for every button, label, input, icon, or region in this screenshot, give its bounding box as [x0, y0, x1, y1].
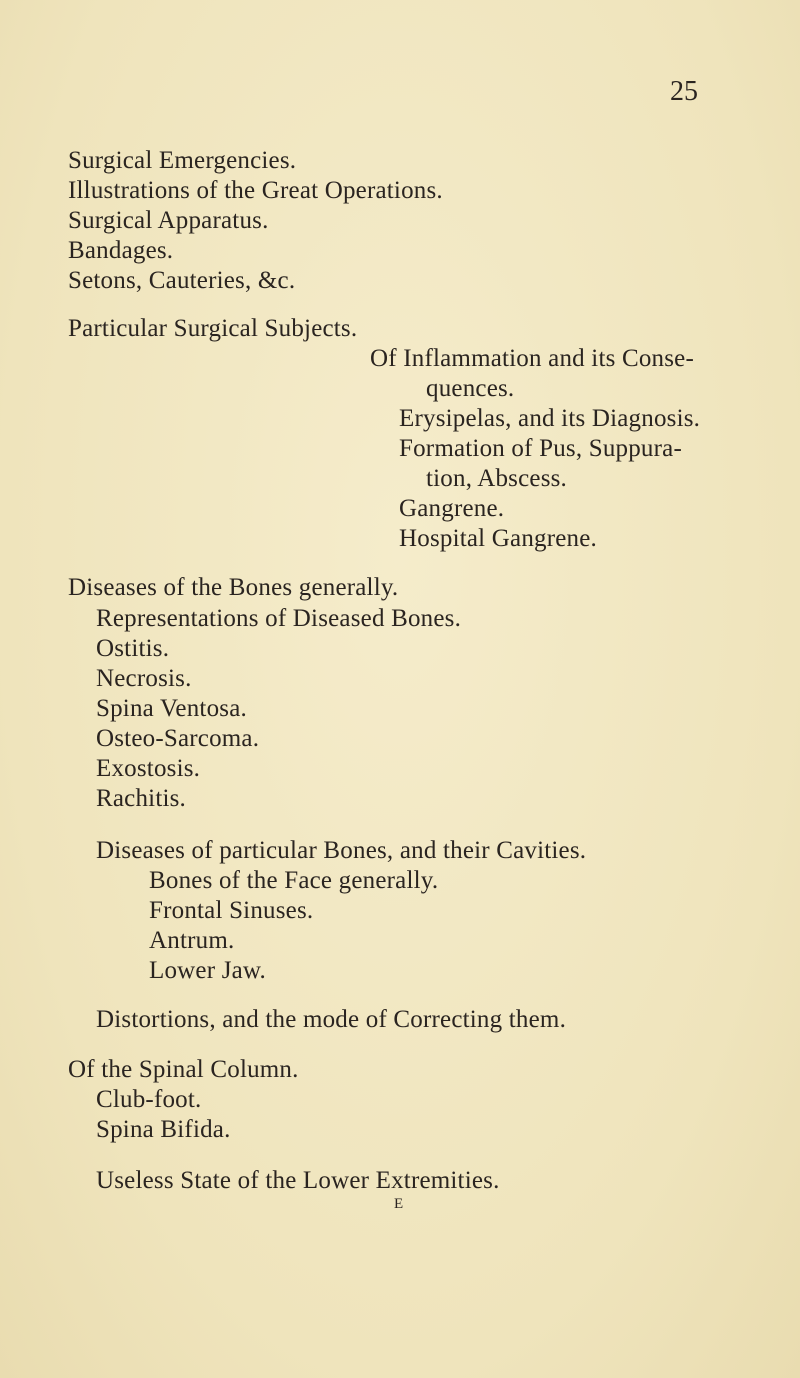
page-number: 25 [670, 76, 698, 107]
list-item: tion, Abscess. [426, 465, 567, 492]
list-item: Lower Jaw. [149, 957, 267, 984]
list-item: Hospital Gangrene. [399, 525, 597, 552]
list-item: Necrosis. [96, 665, 192, 692]
list-item: Club-foot. [96, 1086, 202, 1113]
list-item: Surgical Emergencies. [68, 147, 297, 174]
section-heading: Diseases of the Bones generally. [68, 574, 399, 601]
section-heading: Particular Surgical Subjects. [68, 315, 358, 342]
signature-mark: E [394, 1196, 404, 1212]
list-item: Antrum. [149, 927, 235, 954]
list-item: Formation of Pus, Suppura- [399, 435, 682, 462]
list-item: Surgical Apparatus. [68, 207, 269, 234]
list-item: Setons, Cauteries, &c. [68, 267, 296, 294]
list-item: Bandages. [68, 237, 174, 264]
list-item: Frontal Sinuses. [149, 897, 314, 924]
list-item: Rachitis. [96, 785, 186, 812]
list-item: Gangrene. [399, 495, 505, 522]
list-item: Erysipelas, and its Diagnosis. [399, 405, 701, 432]
list-item: Of Inflammation and its Conse- [370, 345, 694, 372]
section-heading: Useless State of the Lower Extremities. [96, 1167, 500, 1194]
section-heading: Of the Spinal Column. [68, 1056, 299, 1083]
list-item: Ostitis. [96, 635, 170, 662]
list-item: Exostosis. [96, 755, 201, 782]
list-item: Illustrations of the Great Operations. [68, 177, 443, 204]
list-item: Osteo-Sarcoma. [96, 725, 260, 752]
list-item: Spina Ventosa. [96, 695, 247, 722]
section-heading: Distortions, and the mode of Correcting them. [96, 1006, 567, 1033]
list-item: quences. [426, 375, 515, 402]
list-item: Representations of Diseased Bones. [96, 605, 462, 632]
section-heading: Diseases of particular Bones, and their Cavities. [96, 837, 587, 864]
list-item: Spina Bifida. [96, 1116, 231, 1143]
list-item: Bones of the Face generally. [149, 867, 439, 894]
